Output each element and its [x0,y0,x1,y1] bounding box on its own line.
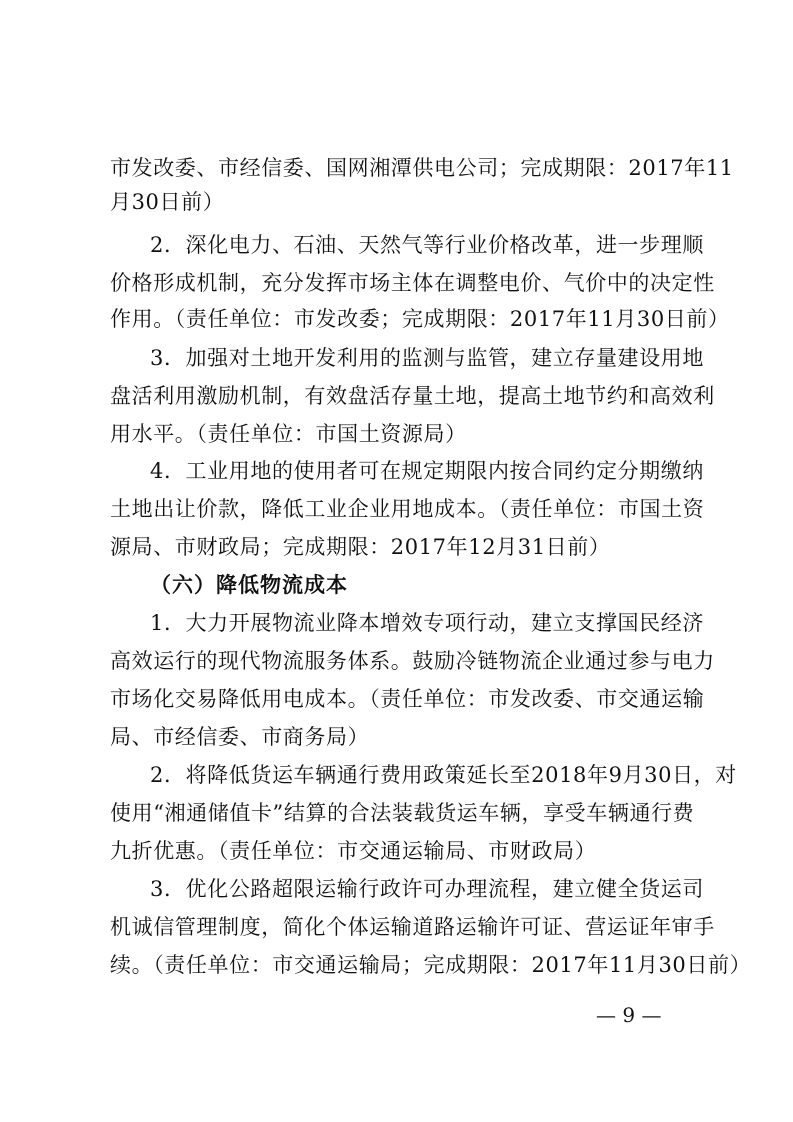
paragraph-item-4-line: 4．工业用地的使用者可在规定期限内按合同约定分期缴纳 [150,459,704,483]
body-text-line: 市场化交易降低用电成本。（责任单位：市发改委、市交通运输 [110,687,705,711]
body-text-line: 使用“湘通储值卡”结算的合法装载货运车辆，享受车辆通行费 [110,801,695,825]
body-text-line: 源局、市财政局；完成期限：2017年12月31日前） [110,535,611,559]
body-text-line: 月30日前） [110,190,225,214]
body-text-line: 土地出让价款，降低工业企业用地成本。（责任单位：市国土资 [110,497,705,521]
body-text-line: 用水平。（责任单位：市国土资源局） [110,422,467,446]
paragraph-item-3-line: 3．加强对土地开发利用的监测与监管，建立存量建设用地 [150,346,704,370]
body-text-line: 局、市经信委、市商务局） [110,725,370,749]
page-number: — 9 — [596,1003,662,1027]
body-text-line: 机诚信管理制度，简化个体运输道路运输许可证、营运证年审手 [110,915,715,939]
paragraph-item-1-line: 1．大力开展物流业降本增效专项行动，建立支撑国民经济 [150,611,704,635]
body-text-line: 盘活利用激励机制，有效盘活存量土地，提高土地节约和高效利 [110,384,715,408]
body-text-line: 作用。（责任单位：市发改委；完成期限：2017年11月30日前） [110,307,730,331]
body-text-line: 续。（责任单位：市交通运输局；完成期限：2017年11月30日前） [110,953,752,977]
paragraph-item-2b-line: 2．将降低货运车辆通行费用政策延长至2018年9月30日，对 [150,763,737,787]
section-heading: （六）降低物流成本 [150,573,348,597]
paragraph-item-2-line: 2．深化电力、石油、天然气等行业价格改革，进一步理顺 [150,233,704,257]
body-text-line: 九折优惠。（责任单位：市交通运输局、市财政局） [110,839,597,863]
body-text-line: 市发改委、市经信委、国网湘潭供电公司；完成期限：2017年11 [110,156,734,180]
body-text-line: 高效运行的现代物流服务体系。鼓励冷链物流企业通过参与电力 [110,649,715,673]
paragraph-item-3b-line: 3．优化公路超限运输行政许可办理流程，建立健全货运司 [150,877,704,901]
body-text-line: 价格形成机制，充分发挥市场主体在调整电价、气价中的决定性 [110,271,715,295]
